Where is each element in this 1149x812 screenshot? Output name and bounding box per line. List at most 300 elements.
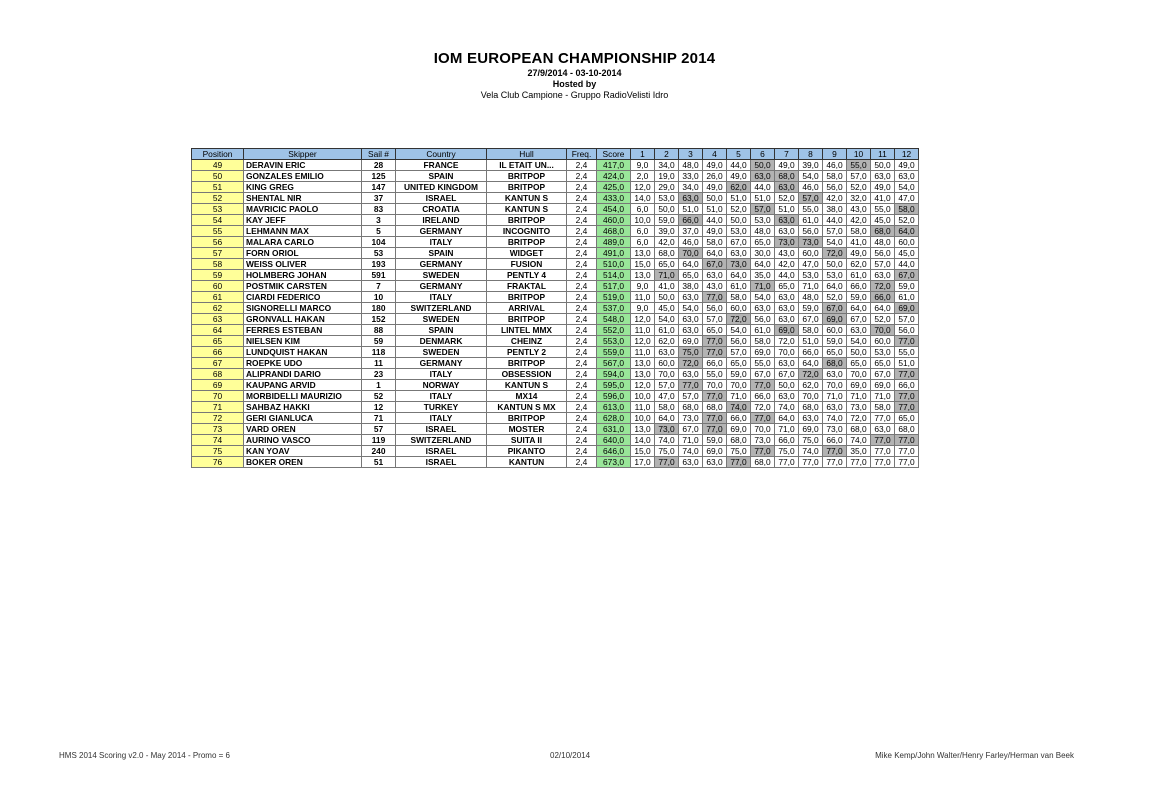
race-cell: 51,0: [775, 204, 799, 215]
race-cell: 68,0: [727, 435, 751, 446]
sail-cell: 5: [362, 226, 396, 237]
race-cell: 61,0: [655, 325, 679, 336]
score-cell: 594,0: [597, 369, 631, 380]
race-cell: 75,0: [799, 435, 823, 446]
sail-cell: 240: [362, 446, 396, 457]
race-cell: 57,0: [679, 391, 703, 402]
position-cell: 74: [192, 435, 244, 446]
position-cell: 62: [192, 303, 244, 314]
race-cell: 47,0: [895, 193, 919, 204]
country-cell: ISRAEL: [396, 424, 487, 435]
table-row: [192, 303, 919, 314]
race-cell: 70,0: [727, 380, 751, 391]
race-cell: 53,0: [751, 215, 775, 226]
race-cell: 77,0: [775, 457, 799, 468]
race-cell: 63,0: [775, 303, 799, 314]
race-cell: 77,0: [823, 446, 847, 457]
race-cell: 54,0: [799, 171, 823, 182]
race-cell: 66,0: [775, 435, 799, 446]
race-cell: 65,0: [847, 358, 871, 369]
race-cell: 77,0: [703, 292, 727, 303]
race-cell: 51,0: [799, 336, 823, 347]
race-cell: 49,0: [727, 171, 751, 182]
score-cell: 567,0: [597, 358, 631, 369]
race-cell: 63,0: [823, 369, 847, 380]
race-cell: 59,0: [895, 281, 919, 292]
race-cell: 63,0: [775, 358, 799, 369]
freq-cell: 2,4: [567, 193, 597, 204]
race-cell: 11,0: [631, 347, 655, 358]
race-cell: 67,0: [823, 303, 847, 314]
position-cell: 73: [192, 424, 244, 435]
hull-cell: BRITPOP: [487, 314, 567, 325]
country-cell: SWITZERLAND: [396, 435, 487, 446]
race-cell: 72,0: [847, 413, 871, 424]
position-cell: 76: [192, 457, 244, 468]
race-cell: 67,0: [679, 424, 703, 435]
page-header: [0, 50, 1149, 101]
race-cell: 63,0: [679, 457, 703, 468]
position-cell: 65: [192, 336, 244, 347]
country-cell: TURKEY: [396, 402, 487, 413]
race-cell: 61,0: [727, 281, 751, 292]
score-cell: 433,0: [597, 193, 631, 204]
race-cell: 55,0: [703, 369, 727, 380]
skipper-cell: FORN ORIOL: [244, 248, 362, 259]
race-cell: 77,0: [727, 457, 751, 468]
race-cell: 66,0: [703, 358, 727, 369]
race-cell: 12,0: [631, 314, 655, 325]
column-header: Sail #: [362, 149, 396, 160]
score-cell: 417,0: [597, 160, 631, 171]
hull-cell: ARRIVAL: [487, 303, 567, 314]
hull-cell: BRITPOP: [487, 292, 567, 303]
column-header: 7: [775, 149, 799, 160]
race-cell: 45,0: [655, 303, 679, 314]
page-title: IOM EUROPEAN CHAMPIONSHIP 2014: [433, 50, 716, 67]
race-cell: 6,0: [631, 204, 655, 215]
race-cell: 34,0: [679, 182, 703, 193]
hosted-label: Hosted by: [552, 79, 597, 89]
table-row: [192, 380, 919, 391]
race-cell: 71,0: [775, 424, 799, 435]
race-cell: 13,0: [631, 270, 655, 281]
race-cell: 58,0: [799, 325, 823, 336]
score-cell: 548,0: [597, 314, 631, 325]
race-cell: 70,0: [847, 369, 871, 380]
table-row: [192, 204, 919, 215]
skipper-cell: SHENTAL NIR: [244, 193, 362, 204]
race-cell: 69,0: [871, 380, 895, 391]
sail-cell: 88: [362, 325, 396, 336]
host-name: Vela Club Campione - Gruppo RadioVelisti Idro: [480, 90, 669, 100]
table-row: [192, 314, 919, 325]
race-cell: 51,0: [703, 204, 727, 215]
position-cell: 59: [192, 270, 244, 281]
race-cell: 63,0: [775, 391, 799, 402]
table-row: [192, 413, 919, 424]
race-cell: 10,0: [631, 413, 655, 424]
race-cell: 52,0: [895, 215, 919, 226]
position-cell: 75: [192, 446, 244, 457]
position-cell: 71: [192, 402, 244, 413]
skipper-cell: KAY JEFF: [244, 215, 362, 226]
race-cell: 53,0: [799, 270, 823, 281]
country-cell: IRELAND: [396, 215, 487, 226]
race-cell: 63,0: [775, 182, 799, 193]
freq-cell: 2,4: [567, 435, 597, 446]
position-cell: 67: [192, 358, 244, 369]
column-header: Skipper: [244, 149, 362, 160]
table-row: [192, 325, 919, 336]
race-cell: 69,0: [727, 424, 751, 435]
race-cell: 15,0: [631, 259, 655, 270]
skipper-cell: HOLMBERG JOHAN: [244, 270, 362, 281]
table-row: [192, 237, 919, 248]
race-cell: 64,0: [775, 413, 799, 424]
race-cell: 54,0: [823, 237, 847, 248]
score-cell: 596,0: [597, 391, 631, 402]
race-cell: 41,0: [847, 237, 871, 248]
skipper-cell: ALIPRANDI DARIO: [244, 369, 362, 380]
position-cell: 51: [192, 182, 244, 193]
race-cell: 72,0: [679, 358, 703, 369]
race-cell: 60,0: [823, 325, 847, 336]
race-cell: 74,0: [847, 435, 871, 446]
sail-cell: 125: [362, 171, 396, 182]
score-cell: 468,0: [597, 226, 631, 237]
race-cell: 72,0: [799, 369, 823, 380]
race-cell: 69,0: [799, 424, 823, 435]
skipper-cell: GONZALES EMILIO: [244, 171, 362, 182]
score-cell: 673,0: [597, 457, 631, 468]
column-header: 10: [847, 149, 871, 160]
country-cell: SPAIN: [396, 171, 487, 182]
race-cell: 56,0: [895, 325, 919, 336]
column-header: 8: [799, 149, 823, 160]
race-cell: 51,0: [751, 193, 775, 204]
race-cell: 44,0: [775, 270, 799, 281]
race-cell: 56,0: [799, 226, 823, 237]
race-cell: 71,0: [751, 281, 775, 292]
score-cell: 537,0: [597, 303, 631, 314]
race-cell: 47,0: [655, 391, 679, 402]
freq-cell: 2,4: [567, 160, 597, 171]
sail-cell: 147: [362, 182, 396, 193]
race-cell: 38,0: [679, 281, 703, 292]
race-cell: 77,0: [823, 457, 847, 468]
freq-cell: 2,4: [567, 358, 597, 369]
freq-cell: 2,4: [567, 391, 597, 402]
country-cell: ITALY: [396, 413, 487, 424]
position-cell: 64: [192, 325, 244, 336]
country-cell: SPAIN: [396, 325, 487, 336]
race-cell: 57,0: [847, 171, 871, 182]
freq-cell: 2,4: [567, 347, 597, 358]
race-cell: 39,0: [799, 160, 823, 171]
race-cell: 50,0: [655, 292, 679, 303]
sail-cell: 12: [362, 402, 396, 413]
freq-cell: 2,4: [567, 380, 597, 391]
hull-cell: PENTLY 2: [487, 347, 567, 358]
race-cell: 38,0: [823, 204, 847, 215]
table-row: [192, 457, 919, 468]
sail-cell: 193: [362, 259, 396, 270]
race-cell: 6,0: [631, 226, 655, 237]
race-cell: 65,0: [655, 259, 679, 270]
race-cell: 55,0: [799, 204, 823, 215]
hull-cell: BRITPOP: [487, 215, 567, 226]
race-cell: 50,0: [775, 380, 799, 391]
race-cell: 77,0: [799, 457, 823, 468]
race-cell: 58,0: [751, 336, 775, 347]
hull-cell: PENTLY 4: [487, 270, 567, 281]
race-cell: 77,0: [871, 446, 895, 457]
race-cell: 57,0: [871, 259, 895, 270]
race-cell: 46,0: [799, 182, 823, 193]
table-row: [192, 446, 919, 457]
position-cell: 52: [192, 193, 244, 204]
position-cell: 72: [192, 413, 244, 424]
country-cell: DENMARK: [396, 336, 487, 347]
table-body: [192, 160, 919, 468]
race-cell: 49,0: [775, 160, 799, 171]
race-cell: 63,0: [775, 215, 799, 226]
sail-cell: 37: [362, 193, 396, 204]
race-cell: 63,0: [703, 457, 727, 468]
race-cell: 59,0: [727, 369, 751, 380]
column-header: 4: [703, 149, 727, 160]
position-cell: 58: [192, 259, 244, 270]
country-cell: ISRAEL: [396, 457, 487, 468]
race-cell: 64,0: [847, 303, 871, 314]
race-cell: 77,0: [871, 435, 895, 446]
race-cell: 74,0: [679, 446, 703, 457]
race-cell: 60,0: [655, 358, 679, 369]
race-cell: 70,0: [799, 391, 823, 402]
sail-cell: 104: [362, 237, 396, 248]
race-cell: 77,0: [703, 347, 727, 358]
race-cell: 63,0: [751, 303, 775, 314]
table-row: [192, 259, 919, 270]
race-cell: 60,0: [895, 237, 919, 248]
race-cell: 53,0: [655, 193, 679, 204]
race-cell: 42,0: [847, 215, 871, 226]
race-cell: 68,0: [871, 226, 895, 237]
hull-cell: KANTUN: [487, 457, 567, 468]
position-cell: 69: [192, 380, 244, 391]
race-cell: 63,0: [871, 171, 895, 182]
country-cell: ITALY: [396, 391, 487, 402]
race-cell: 68,0: [799, 402, 823, 413]
country-cell: ISRAEL: [396, 446, 487, 457]
race-cell: 77,0: [895, 435, 919, 446]
race-cell: 66,0: [871, 292, 895, 303]
race-cell: 59,0: [655, 215, 679, 226]
race-cell: 68,0: [655, 248, 679, 259]
skipper-cell: ROEPKE UDO: [244, 358, 362, 369]
race-cell: 67,0: [727, 237, 751, 248]
race-cell: 50,0: [703, 193, 727, 204]
race-cell: 63,0: [679, 325, 703, 336]
race-cell: 71,0: [727, 391, 751, 402]
race-cell: 50,0: [871, 160, 895, 171]
race-cell: 56,0: [703, 303, 727, 314]
freq-cell: 2,4: [567, 446, 597, 457]
race-cell: 43,0: [775, 248, 799, 259]
score-cell: 628,0: [597, 413, 631, 424]
race-cell: 64,0: [799, 358, 823, 369]
freq-cell: 2,4: [567, 325, 597, 336]
hull-cell: KANTUN S MX: [487, 402, 567, 413]
race-cell: 56,0: [823, 182, 847, 193]
table-row: [192, 369, 919, 380]
race-cell: 77,0: [703, 413, 727, 424]
skipper-cell: AURINO VASCO: [244, 435, 362, 446]
race-cell: 11,0: [631, 325, 655, 336]
race-cell: 68,0: [775, 171, 799, 182]
position-cell: 54: [192, 215, 244, 226]
race-cell: 73,0: [847, 402, 871, 413]
freq-cell: 2,4: [567, 270, 597, 281]
race-cell: 46,0: [679, 237, 703, 248]
race-cell: 14,0: [631, 193, 655, 204]
race-cell: 64,0: [655, 413, 679, 424]
table-row: [192, 281, 919, 292]
race-cell: 72,0: [871, 281, 895, 292]
skipper-cell: VARD OREN: [244, 424, 362, 435]
position-cell: 60: [192, 281, 244, 292]
sail-cell: 118: [362, 347, 396, 358]
position-cell: 49: [192, 160, 244, 171]
race-cell: 12,0: [631, 182, 655, 193]
sail-cell: 23: [362, 369, 396, 380]
race-cell: 64,0: [727, 270, 751, 281]
skipper-cell: LUNDQUIST HAKAN: [244, 347, 362, 358]
race-cell: 53,0: [823, 270, 847, 281]
race-cell: 66,0: [727, 413, 751, 424]
score-cell: 631,0: [597, 424, 631, 435]
position-cell: 61: [192, 292, 244, 303]
race-cell: 74,0: [799, 446, 823, 457]
race-cell: 75,0: [679, 347, 703, 358]
race-cell: 77,0: [703, 391, 727, 402]
race-cell: 63,0: [751, 171, 775, 182]
table-row: [192, 160, 919, 171]
race-cell: 74,0: [823, 413, 847, 424]
hull-cell: PIKANTO: [487, 446, 567, 457]
race-cell: 73,0: [751, 435, 775, 446]
race-cell: 34,0: [655, 160, 679, 171]
race-cell: 66,0: [823, 435, 847, 446]
race-cell: 37,0: [679, 226, 703, 237]
race-cell: 51,0: [727, 193, 751, 204]
race-cell: 60,0: [871, 336, 895, 347]
table-header-row: [192, 149, 919, 160]
race-cell: 65,0: [823, 347, 847, 358]
race-cell: 51,0: [679, 204, 703, 215]
sail-cell: 11: [362, 358, 396, 369]
score-cell: 425,0: [597, 182, 631, 193]
race-cell: 57,0: [727, 347, 751, 358]
skipper-cell: MALARA CARLO: [244, 237, 362, 248]
skipper-cell: SAHBAZ HAKKI: [244, 402, 362, 413]
race-cell: 44,0: [895, 259, 919, 270]
race-cell: 55,0: [871, 204, 895, 215]
race-cell: 71,0: [799, 281, 823, 292]
skipper-cell: KAUPANG ARVID: [244, 380, 362, 391]
skipper-cell: SIGNORELLI MARCO: [244, 303, 362, 314]
score-cell: 552,0: [597, 325, 631, 336]
hull-cell: BRITPOP: [487, 413, 567, 424]
race-cell: 73,0: [679, 413, 703, 424]
column-header: 6: [751, 149, 775, 160]
race-cell: 13,0: [631, 369, 655, 380]
hull-cell: OBSESSION: [487, 369, 567, 380]
race-cell: 58,0: [847, 226, 871, 237]
race-cell: 63,0: [727, 248, 751, 259]
race-cell: 60,0: [799, 248, 823, 259]
event-dates: 27/9/2014 - 03-10-2014: [527, 68, 622, 78]
freq-cell: 2,4: [567, 336, 597, 347]
race-cell: 77,0: [655, 457, 679, 468]
column-header: 9: [823, 149, 847, 160]
race-cell: 73,0: [799, 237, 823, 248]
table-row: [192, 358, 919, 369]
race-cell: 67,0: [703, 259, 727, 270]
race-cell: 45,0: [871, 215, 895, 226]
race-cell: 10,0: [631, 391, 655, 402]
hull-cell: MX14: [487, 391, 567, 402]
country-cell: GERMANY: [396, 259, 487, 270]
skipper-cell: MAVRICIC PAOLO: [244, 204, 362, 215]
results-table: [191, 148, 919, 468]
race-cell: 48,0: [751, 226, 775, 237]
race-cell: 46,0: [823, 160, 847, 171]
sail-cell: 51: [362, 457, 396, 468]
score-cell: 510,0: [597, 259, 631, 270]
freq-cell: 2,4: [567, 171, 597, 182]
freq-cell: 2,4: [567, 292, 597, 303]
freq-cell: 2,4: [567, 204, 597, 215]
score-cell: 460,0: [597, 215, 631, 226]
race-cell: 70,0: [703, 380, 727, 391]
race-cell: 68,0: [823, 358, 847, 369]
country-cell: SWEDEN: [396, 314, 487, 325]
race-cell: 43,0: [703, 281, 727, 292]
race-cell: 63,0: [679, 314, 703, 325]
score-cell: 517,0: [597, 281, 631, 292]
skipper-cell: KAN YOAV: [244, 446, 362, 457]
race-cell: 77,0: [679, 380, 703, 391]
sail-cell: 10: [362, 292, 396, 303]
race-cell: 49,0: [895, 160, 919, 171]
race-cell: 42,0: [823, 193, 847, 204]
race-cell: 77,0: [751, 413, 775, 424]
race-cell: 2,0: [631, 171, 655, 182]
race-cell: 63,0: [775, 292, 799, 303]
race-cell: 49,0: [871, 182, 895, 193]
race-cell: 9,0: [631, 303, 655, 314]
race-cell: 54,0: [895, 182, 919, 193]
race-cell: 56,0: [871, 248, 895, 259]
race-cell: 52,0: [847, 182, 871, 193]
hull-cell: CHEINZ: [487, 336, 567, 347]
race-cell: 77,0: [751, 446, 775, 457]
skipper-cell: BOKER OREN: [244, 457, 362, 468]
race-cell: 70,0: [823, 380, 847, 391]
table-row: [192, 402, 919, 413]
